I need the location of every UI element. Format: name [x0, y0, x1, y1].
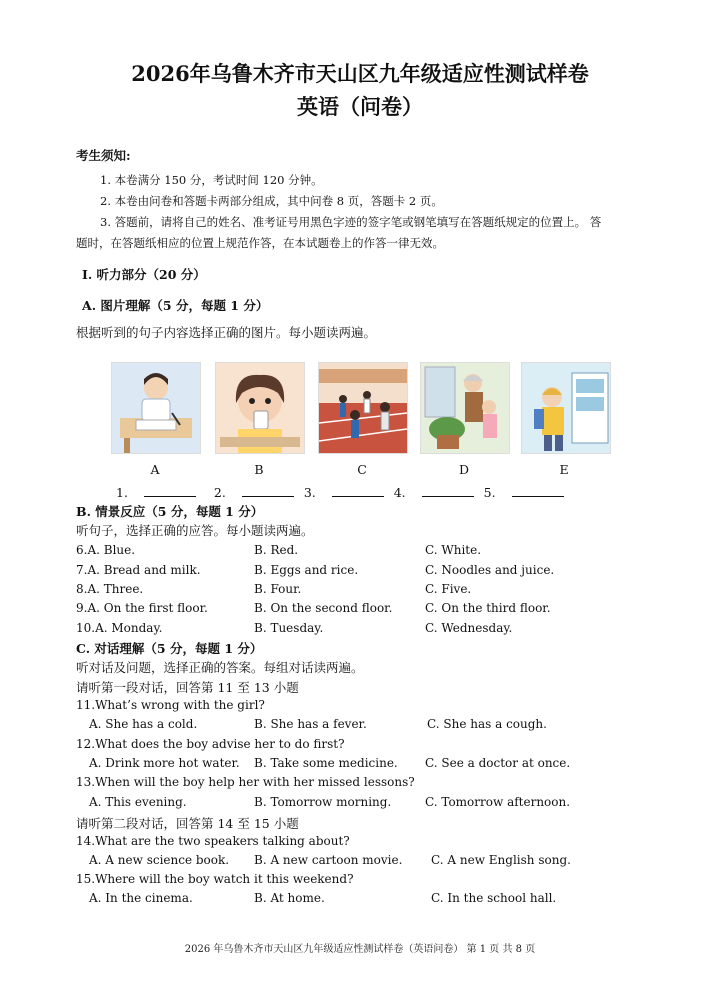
- q12-question: 12.What does the boy advise her to do first?: [76, 737, 345, 751]
- exam-subtitle: 英语（问卷）: [297, 94, 423, 119]
- q6-option-a: 6.A. Blue.: [76, 543, 136, 557]
- notice-heading: 考生须知:: [76, 148, 131, 163]
- page-footer: 2026 年乌鲁木齐市天山区九年级适应性测试样卷（英语问卷） 第 1 页 共 8 页: [184, 944, 536, 955]
- q15-option-b: B. At home.: [254, 891, 325, 905]
- q8-option-c: C. Five.: [425, 582, 472, 596]
- answer-blank-2[interactable]: [242, 484, 294, 497]
- blank-number-3: 3.: [303, 485, 316, 500]
- picture-e-boy-waiting-bus: [521, 362, 611, 454]
- picture-label-c: C: [357, 462, 367, 477]
- q14-option-a: A. A new science book.: [89, 853, 230, 867]
- section-c-instruction: 听对话及问题，选择正确的答案。每组对话读两遍。: [76, 660, 364, 675]
- q13-question: 13.When will the boy help her with her missed lessons?: [76, 775, 415, 789]
- q6-option-b: B. Red.: [254, 543, 299, 557]
- q10-option-c: C. Wednesday.: [425, 621, 513, 635]
- picture-label-e: E: [559, 462, 569, 477]
- blank-number-1: 1.: [116, 485, 128, 500]
- section-a-instruction: 根据听到的句子内容选择正确的图片。每小题读两遍。: [76, 325, 377, 340]
- notice-item-2: 2. 本卷由问卷和答题卡两部分组成，其中问卷 8 页，答题卡 2 页。: [100, 194, 443, 208]
- notice-item-3-continued: 题时，在答题纸相应的位置上规范作答，在本试题卷上的作答一律无效。: [76, 236, 444, 250]
- q9-option-c: C. On the third floor.: [425, 601, 551, 615]
- notice-item-1: 1. 本卷满分 150 分，考试时间 120 分钟。: [100, 173, 323, 187]
- picture-d-watering-plants: [420, 362, 510, 454]
- picture-label-a: A: [150, 462, 160, 477]
- section-b-instruction: 听句子，选择正确的应答。每小题读两遍。: [76, 523, 314, 538]
- q13-option-a: A. This evening.: [89, 795, 187, 809]
- section-a-title: A. 图片理解（5 分，每题 1 分）: [82, 298, 269, 313]
- q15-option-a: A. In the cinema.: [89, 891, 193, 905]
- q7-option-c: C. Noodles and juice.: [425, 563, 555, 577]
- q13-option-c: C. Tomorrow afternoon.: [425, 795, 571, 809]
- q8-option-b: B. Four.: [254, 582, 302, 596]
- answer-blank-row: [116, 484, 564, 500]
- answer-blank-1[interactable]: [144, 484, 196, 497]
- q8-option-a: 8.A. Three.: [76, 582, 144, 596]
- section-b-title: B. 情景反应（5 分，每题 1 分）: [76, 504, 264, 519]
- picture-a-student-writing: [111, 362, 201, 454]
- part-listening-title: I. 听力部分（20 分）: [82, 267, 206, 282]
- dialogue-2-instruction: 请听第二段对话，回答第 14 至 15 小题: [76, 816, 299, 831]
- q11-option-b: B. She has a fever.: [254, 717, 367, 731]
- exam-title: 2026年乌鲁木齐市天山区九年级适应性测试样卷: [131, 61, 589, 86]
- q7-option-b: B. Eggs and rice.: [254, 563, 359, 577]
- section-c-title: C. 对话理解（5 分，每题 1 分）: [76, 641, 263, 656]
- picture-c-students-running: [318, 362, 408, 454]
- q6-option-c: C. White.: [425, 543, 482, 557]
- q14-option-b: B. A new cartoon movie.: [254, 853, 403, 867]
- q11-option-a: A. She has a cold.: [89, 717, 198, 731]
- blank-number-2: 2.: [213, 485, 226, 500]
- q15-option-c: C. In the school hall.: [431, 891, 557, 905]
- q9-option-a: 9.A. On the first floor.: [76, 601, 208, 615]
- q12-option-b: B. Take some medicine.: [254, 756, 398, 770]
- q14-option-c: C. A new English song.: [431, 853, 571, 867]
- q12-option-c: C. See a doctor at once.: [425, 756, 571, 770]
- notice-item-3: 3. 答题前，请将自己的姓名、准考证号用黑色字迹的签字笔或钢笔填写在答题纸规定的位置上。 答: [100, 215, 602, 229]
- q7-option-a: 7.A. Bread and milk.: [76, 563, 201, 577]
- picture-label-b: B: [254, 462, 264, 477]
- q14-question: 14.What are the two speakers talking about?: [76, 834, 350, 848]
- answer-blank-5[interactable]: [512, 484, 564, 497]
- picture-b-girl-drinking: [215, 362, 305, 454]
- q9-option-b: B. On the second floor.: [254, 601, 393, 615]
- answer-blank-4[interactable]: [422, 484, 474, 497]
- dialogue-1-instruction: 请听第一段对话，回答第 11 至 13 小题: [76, 680, 299, 695]
- q11-option-c: C. She has a cough.: [427, 717, 547, 731]
- q10-option-a: 10.A. Monday.: [76, 621, 163, 635]
- q15-question: 15.Where will the boy watch it this weekend?: [76, 872, 354, 886]
- q13-option-b: B. Tomorrow morning.: [254, 795, 392, 809]
- picture-label-d: D: [458, 462, 470, 477]
- q12-option-a: A. Drink more hot water.: [89, 756, 240, 770]
- q10-option-b: B. Tuesday.: [254, 621, 324, 635]
- answer-blank-3[interactable]: [332, 484, 384, 497]
- blank-number-4: 4.: [393, 485, 406, 500]
- blank-number-5: 5.: [483, 485, 496, 500]
- q11-question: 11.What’s wrong with the girl?: [76, 698, 265, 712]
